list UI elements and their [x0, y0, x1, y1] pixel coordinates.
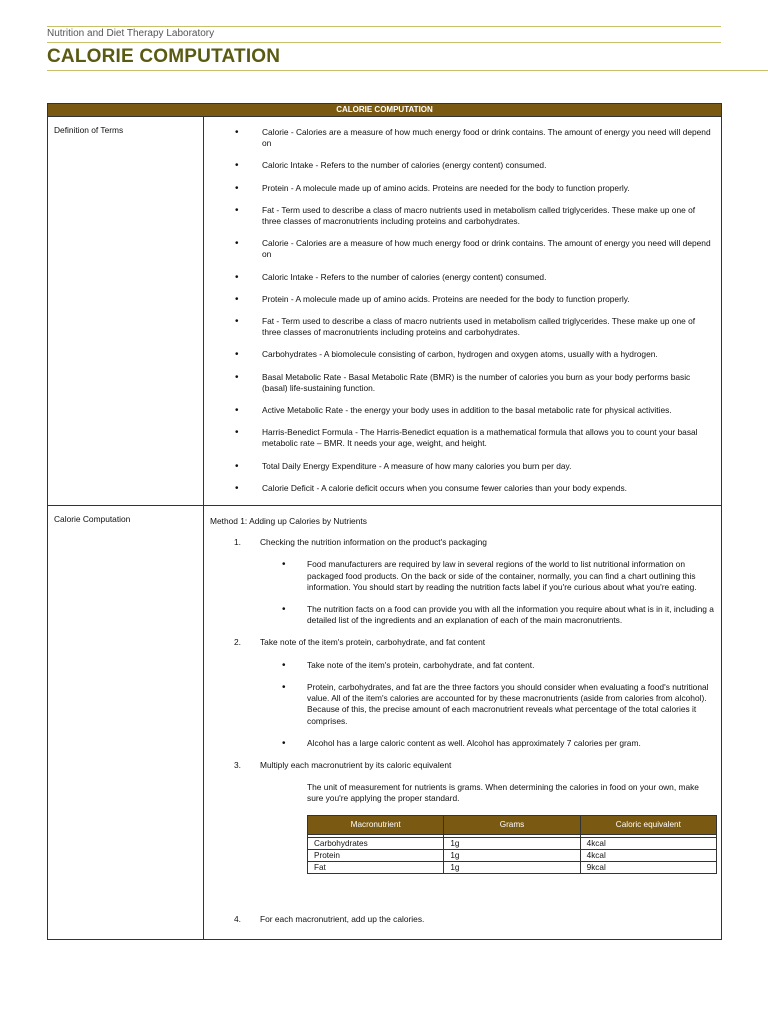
table-cell: 4kcal	[580, 837, 716, 849]
table-cell: 1g	[444, 837, 580, 849]
list-item: • Fat - Term used to describe a class of macro nutrients used in metabolism called triglycerides. These make up one of three classes of macronutrients including proteins and carbohydrates.	[235, 316, 715, 338]
definition-list	[210, 127, 715, 494]
step-2	[210, 637, 715, 648]
step-text: Take note of the item's protein, carbohydrate, and fat content	[260, 637, 486, 648]
column-header-grams: Grams	[444, 815, 580, 834]
page-title: CALORIE COMPUTATION	[47, 46, 281, 67]
list-item: • Caloric Intake - Refers to the number of calories (energy content) consumed.	[235, 160, 715, 171]
list-item: • Alcohol has a large caloric content as well. Alcohol has approximately 7 calories per gram.	[282, 738, 715, 749]
table-cell: Fat	[308, 861, 444, 873]
macronutrient-table	[307, 815, 717, 874]
list-item: • Food manufacturers are required by law in several regions of the world to list nutritional information on packaged food products. On the back or side of the container, normally, you can find a chart outlining this information. You should start by reading the nutrition facts label if you're curious about what you're eating.	[282, 559, 715, 593]
table-row	[308, 837, 717, 849]
step-text: Checking the nutrition information on the product's packaging	[260, 537, 487, 548]
table-cell: 4kcal	[580, 849, 716, 861]
calorie-table	[47, 103, 722, 940]
step-1	[210, 537, 715, 548]
step-1-bullets	[210, 559, 715, 626]
list-item: • Calorie Deficit - A calorie deficit occurs when you consume fewer calories than your body expends.	[235, 483, 715, 494]
step-text: Multiply each macronutrient by its caloric equivalent	[260, 759, 452, 770]
list-item: • Protein - A molecule made up of amino acids. Proteins are needed for the body to function properly.	[235, 183, 715, 194]
list-item: • The nutrition facts on a food can provide you with all the information you require about what is in it, including a detailed list of the ingredients and an explanation of each of the main macronutrients.	[282, 604, 715, 626]
table-cell: 9kcal	[580, 861, 716, 873]
column-header-caloric: Caloric equivalent	[580, 815, 716, 834]
list-item: • Total Daily Energy Expenditure - A measure of how many calories you burn per day.	[235, 461, 715, 472]
table-heading: CALORIE COMPUTATION	[48, 104, 722, 117]
title-rule	[47, 70, 768, 71]
step-number: 1.	[234, 537, 241, 548]
column-header-macronutrient: Macronutrient	[308, 815, 444, 834]
list-item: • Fat - Term used to describe a class of macro nutrients used in metabolism called triglycerides. These make up one of three classes of macronutrients including proteins and carbohydrates.	[235, 205, 715, 227]
step-4	[210, 914, 715, 925]
list-item: • Calorie - Calories are a measure of how much energy food or drink contains. The amount of energy you need will depend on	[235, 127, 715, 149]
method-title: Method 1: Adding up Calories by Nutrients	[210, 516, 367, 527]
step-number: 3.	[234, 759, 241, 770]
row-label-definitions: Definition of Terms	[48, 117, 204, 506]
table-cell: Protein	[308, 849, 444, 861]
table-row	[308, 861, 717, 873]
row-label-computation: Calorie Computation	[48, 506, 204, 940]
step-2-bullets	[210, 660, 715, 749]
list-item: • Protein, carbohydrates, and fat are the three factors you should consider when evaluating a food's nutritional value. All of the item's calories are accounted for by these macronutrients (aside from calories from alcohol). Because of this, the precise amount of each macronutrient reveals what percentage of the total calories it comprises.	[282, 682, 715, 727]
step-number: 4.	[234, 913, 241, 924]
step-number: 2.	[234, 637, 241, 648]
list-item: • Harris-Benedict Formula - The Harris-Benedict equation is a mathematical formula that allows you to count your basal metabolic rate – BMR. It needs your age, weight, and height.	[235, 427, 715, 449]
list-item: • Protein - A molecule made up of amino acids. Proteins are needed for the body to function properly.	[235, 294, 715, 305]
list-item: • Basal Metabolic Rate - Basal Metabolic Rate (BMR) is the number of calories you burn as your body performs basic (basal) life-sustaining function.	[235, 372, 715, 394]
list-item: • Calorie - Calories are a measure of how much energy food or drink contains. The amount of energy you need will depend on	[235, 238, 715, 260]
step-text: For each macronutrient, add up the calories.	[260, 913, 425, 924]
table-cell: 1g	[444, 861, 580, 873]
top-rule	[47, 26, 721, 27]
table-cell: Carbohydrates	[308, 837, 444, 849]
table-cell: 1g	[444, 849, 580, 861]
table-row	[308, 849, 717, 861]
list-item: • Active Metabolic Rate - the energy your body uses in addition to the basal metabolic rate for physical activities.	[235, 405, 715, 416]
list-item: • Carbohydrates - A biomolecule consisting of carbon, hydrogen and oxygen atoms, usually with a hydrogen.	[235, 349, 715, 360]
step-3-paragraph: The unit of measurement for nutrients is grams. When determining the calories in food on your own, make sure you're applying the proper standard.	[307, 782, 699, 804]
table-row	[48, 117, 722, 506]
table-row	[48, 506, 722, 940]
step-3	[210, 760, 715, 771]
list-item: • Caloric Intake - Refers to the number of calories (energy content) consumed.	[235, 272, 715, 283]
list-item: • Take note of the item's protein, carbohydrate, and fat content.	[282, 660, 715, 671]
document-subtitle: Nutrition and Diet Therapy Laboratory	[47, 28, 215, 39]
subtitle-rule	[47, 42, 721, 43]
